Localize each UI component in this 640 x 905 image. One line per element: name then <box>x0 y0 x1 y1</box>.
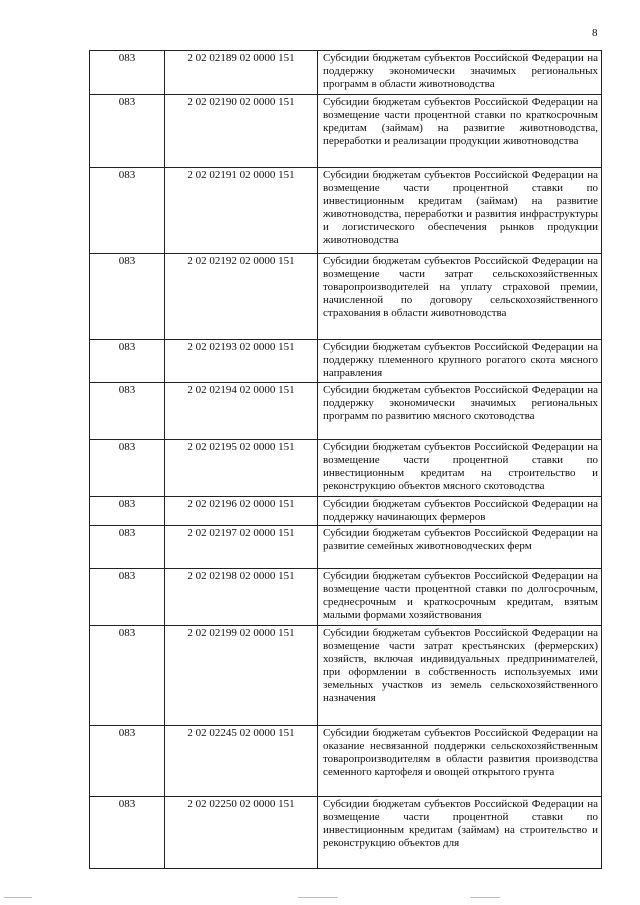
table-row <box>90 726 602 797</box>
revenue-name-cell: Субсидии бюджетам субъектов Российской Федерации на развитие семейных животноводческих ферм <box>318 526 602 569</box>
budget-classification-code-cell: 2 02 02194 02 0000 151 <box>165 383 318 440</box>
administrator-code-cell: 083 <box>90 340 165 383</box>
administrator-code-cell: 083 <box>90 383 165 440</box>
revenue-name-cell: Субсидии бюджетам субъектов Российской Федерации на возмещение части затрат крестьянских (фермерских) хозяйств, включая индивидуальных предпринимателей, при оформлении в собственность используемых ими земельных участков из земель сельскохозяйственного назначения <box>318 626 602 726</box>
table-row <box>90 526 602 569</box>
revenue-name-cell: Субсидии бюджетам субъектов Российской Федерации на поддержку экономически значимых региональных программ в области животноводства <box>318 51 602 95</box>
administrator-code-cell: 083 <box>90 95 165 168</box>
administrator-code-cell: 083 <box>90 626 165 726</box>
budget-classification-code-cell: 2 02 02250 02 0000 151 <box>165 797 318 869</box>
administrator-code-cell: 083 <box>90 726 165 797</box>
table-row <box>90 340 602 383</box>
budget-classification-code-cell: 2 02 02197 02 0000 151 <box>165 526 318 569</box>
revenue-name-cell: Субсидии бюджетам субъектов Российской Федерации на поддержку экономически значимых региональных программ по развитию мясного скотоводства <box>318 383 602 440</box>
table-row <box>90 254 602 340</box>
budget-classification-code-cell: 2 02 02190 02 0000 151 <box>165 95 318 168</box>
table-row <box>90 569 602 626</box>
budget-classification-code-cell: 2 02 02198 02 0000 151 <box>165 569 318 626</box>
budget-classification-table <box>89 50 602 869</box>
table-row <box>90 497 602 526</box>
table-body <box>90 51 602 869</box>
revenue-name-cell: Субсидии бюджетам субъектов Российской Федерации на оказание несвязанной поддержки сельскохозяйственным товаропроизводителям в области развития производства семенного картофеля и овощей открытого грунта <box>318 726 602 797</box>
revenue-name-cell: Субсидии бюджетам субъектов Российской Федерации на возмещение части процентной ставки по инвестиционным кредитам на строительство и реконструкцию объектов мясного скотоводства <box>318 440 602 497</box>
administrator-code-cell: 083 <box>90 497 165 526</box>
administrator-code-cell: 083 <box>90 254 165 340</box>
table-row <box>90 797 602 869</box>
scan-artifact-center <box>298 897 338 898</box>
administrator-code-cell: 083 <box>90 797 165 869</box>
revenue-name-cell: Субсидии бюджетам субъектов Российской Федерации на поддержку начинающих фермеров <box>318 497 602 526</box>
budget-classification-code-cell: 2 02 02195 02 0000 151 <box>165 440 318 497</box>
revenue-name-cell: Субсидии бюджетам субъектов Российской Федерации на возмещение части процентной ставки по краткосрочным кредитам (займам) на развитие животноводства, переработки и реализации продукции животноводства <box>318 95 602 168</box>
table-row <box>90 51 602 95</box>
table-row <box>90 95 602 168</box>
revenue-name-cell: Субсидии бюджетам субъектов Российской Федерации на возмещение части процентной ставки по долгосрочным, среднесрочным и краткосрочным кредитам, взятым малыми формами хозяйствования <box>318 569 602 626</box>
revenue-name-cell: Субсидии бюджетам субъектов Российской Федерации на поддержку племенного крупного рогатого скота мясного направления <box>318 340 602 383</box>
revenue-name-cell: Субсидии бюджетам субъектов Российской Федерации на возмещение части процентной ставки по инвестиционным кредитам (займам) на строительство и реконструкцию объектов для <box>318 797 602 869</box>
scan-artifact-left <box>4 897 32 898</box>
scan-artifact-right <box>470 897 500 898</box>
budget-classification-code-cell: 2 02 02189 02 0000 151 <box>165 51 318 95</box>
table-row <box>90 168 602 254</box>
administrator-code-cell: 083 <box>90 569 165 626</box>
budget-classification-code-cell: 2 02 02191 02 0000 151 <box>165 168 318 254</box>
table-row <box>90 440 602 497</box>
budget-classification-code-cell: 2 02 02245 02 0000 151 <box>165 726 318 797</box>
administrator-code-cell: 083 <box>90 440 165 497</box>
revenue-name-cell: Субсидии бюджетам субъектов Российской Федерации на возмещение части затрат сельскохозяйственных товаропроизводителей на уплату страховой премии, начисленной по договору сельскохозяйственного страхования в области животноводства <box>318 254 602 340</box>
budget-classification-code-cell: 2 02 02192 02 0000 151 <box>165 254 318 340</box>
page-number: 8 <box>592 27 598 39</box>
administrator-code-cell: 083 <box>90 526 165 569</box>
budget-classification-code-cell: 2 02 02193 02 0000 151 <box>165 340 318 383</box>
revenue-name-cell: Субсидии бюджетам субъектов Российской Федерации на возмещение части процентной ставки по инвестиционным кредитам (займам) на развитие животноводства, переработки и развития инфраструктуры и логистического обеспечения рынков продукции животноводства <box>318 168 602 254</box>
table-row <box>90 626 602 726</box>
table-row <box>90 383 602 440</box>
budget-classification-code-cell: 2 02 02199 02 0000 151 <box>165 626 318 726</box>
administrator-code-cell: 083 <box>90 168 165 254</box>
administrator-code-cell: 083 <box>90 51 165 95</box>
budget-classification-code-cell: 2 02 02196 02 0000 151 <box>165 497 318 526</box>
